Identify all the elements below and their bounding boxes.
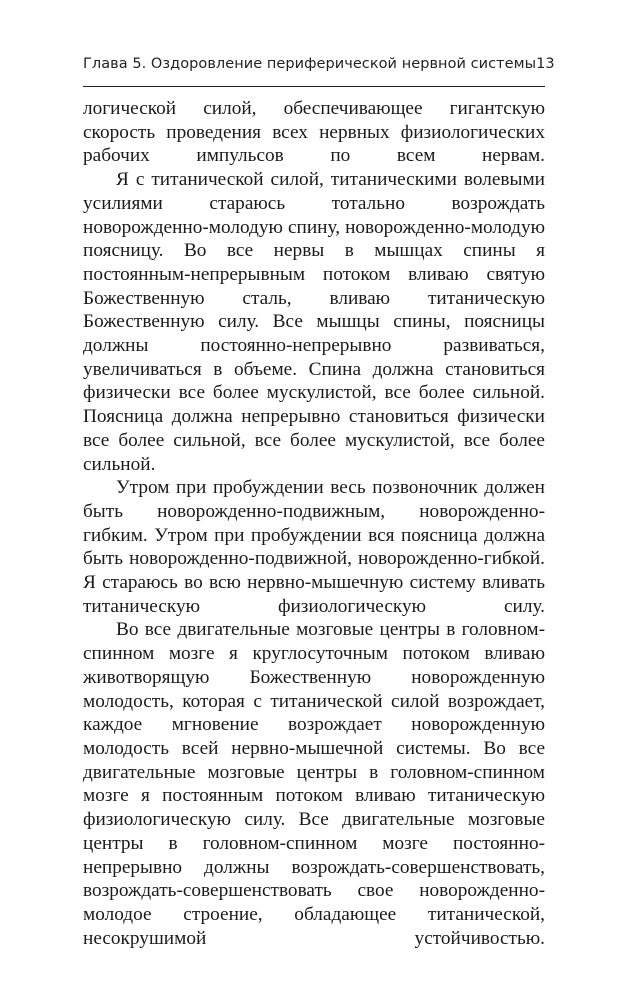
paragraph-text: Я с титанической силой, титаническими волевыми усилиями стараюсь тотально возрождать новорожденно-молодую спину, новорожденно-молодую поясницу. Во все нервы в мышцах спины я постоянным-непрерывным потоком вливаю святую Божественную сталь, вливаю титаническую Божественную силу. Все мышцы спины, поясницы должны постоянно-непрерывно развиваться, увеличиваться в объеме. Спина должна становиться физически все более мускулистой, все более сильной. Поясница должна непрерывно становиться физически все более сильной, все более мускулистой, все более сильной. bbox=[83, 169, 545, 475]
paragraph bbox=[83, 618, 545, 950]
body-text bbox=[83, 97, 545, 950]
page-number: 13 bbox=[536, 56, 555, 72]
paragraph-text: Во все двигательные мозговые центры в головном-спинном мозге я круглосуточным потоком вливаю животворящую Божественную новорожденную молодость, которая с титанической силой возрождает, каждое мгновение возрождает новорожденную молодость всей нервно-мышечной системы. Во все двигательные мозговые центры в головном-спинном мозге я постоянным потоком вливаю титаническую физиологическую силу. Все двигательные мозговые центры в головном-спинном мозге постоянно-непрерывно должны возрождать-совершенствовать, возрождать-совершенствовать свое новорожденно-молодое строение, обладающее титанической, несокрушимой устойчивостью. bbox=[83, 619, 545, 949]
paragraph bbox=[83, 476, 545, 618]
running-header bbox=[83, 56, 555, 82]
paragraph bbox=[83, 97, 545, 168]
header-rule bbox=[83, 86, 545, 87]
paragraph-text: логической силой, обеспечивающее гигантскую скорость проведения всех нервных физиологических рабочих импульсов по всем нервам. bbox=[83, 98, 545, 167]
chapter-title: Глава 5. Оздоровление периферической нервной системы bbox=[83, 56, 537, 72]
paragraph bbox=[83, 168, 545, 476]
paragraph-text: Утром при пробуждении весь позвоночник должен быть новорожденно-подвижным, новорожденно-гибким. Утром при пробуждении вся поясница должна быть новорожденно-подвижной, новорожденно-гибкой. Я стараюсь во всю нервно-мышечную систему вливать титаническую физиологическую силу. bbox=[83, 477, 545, 617]
